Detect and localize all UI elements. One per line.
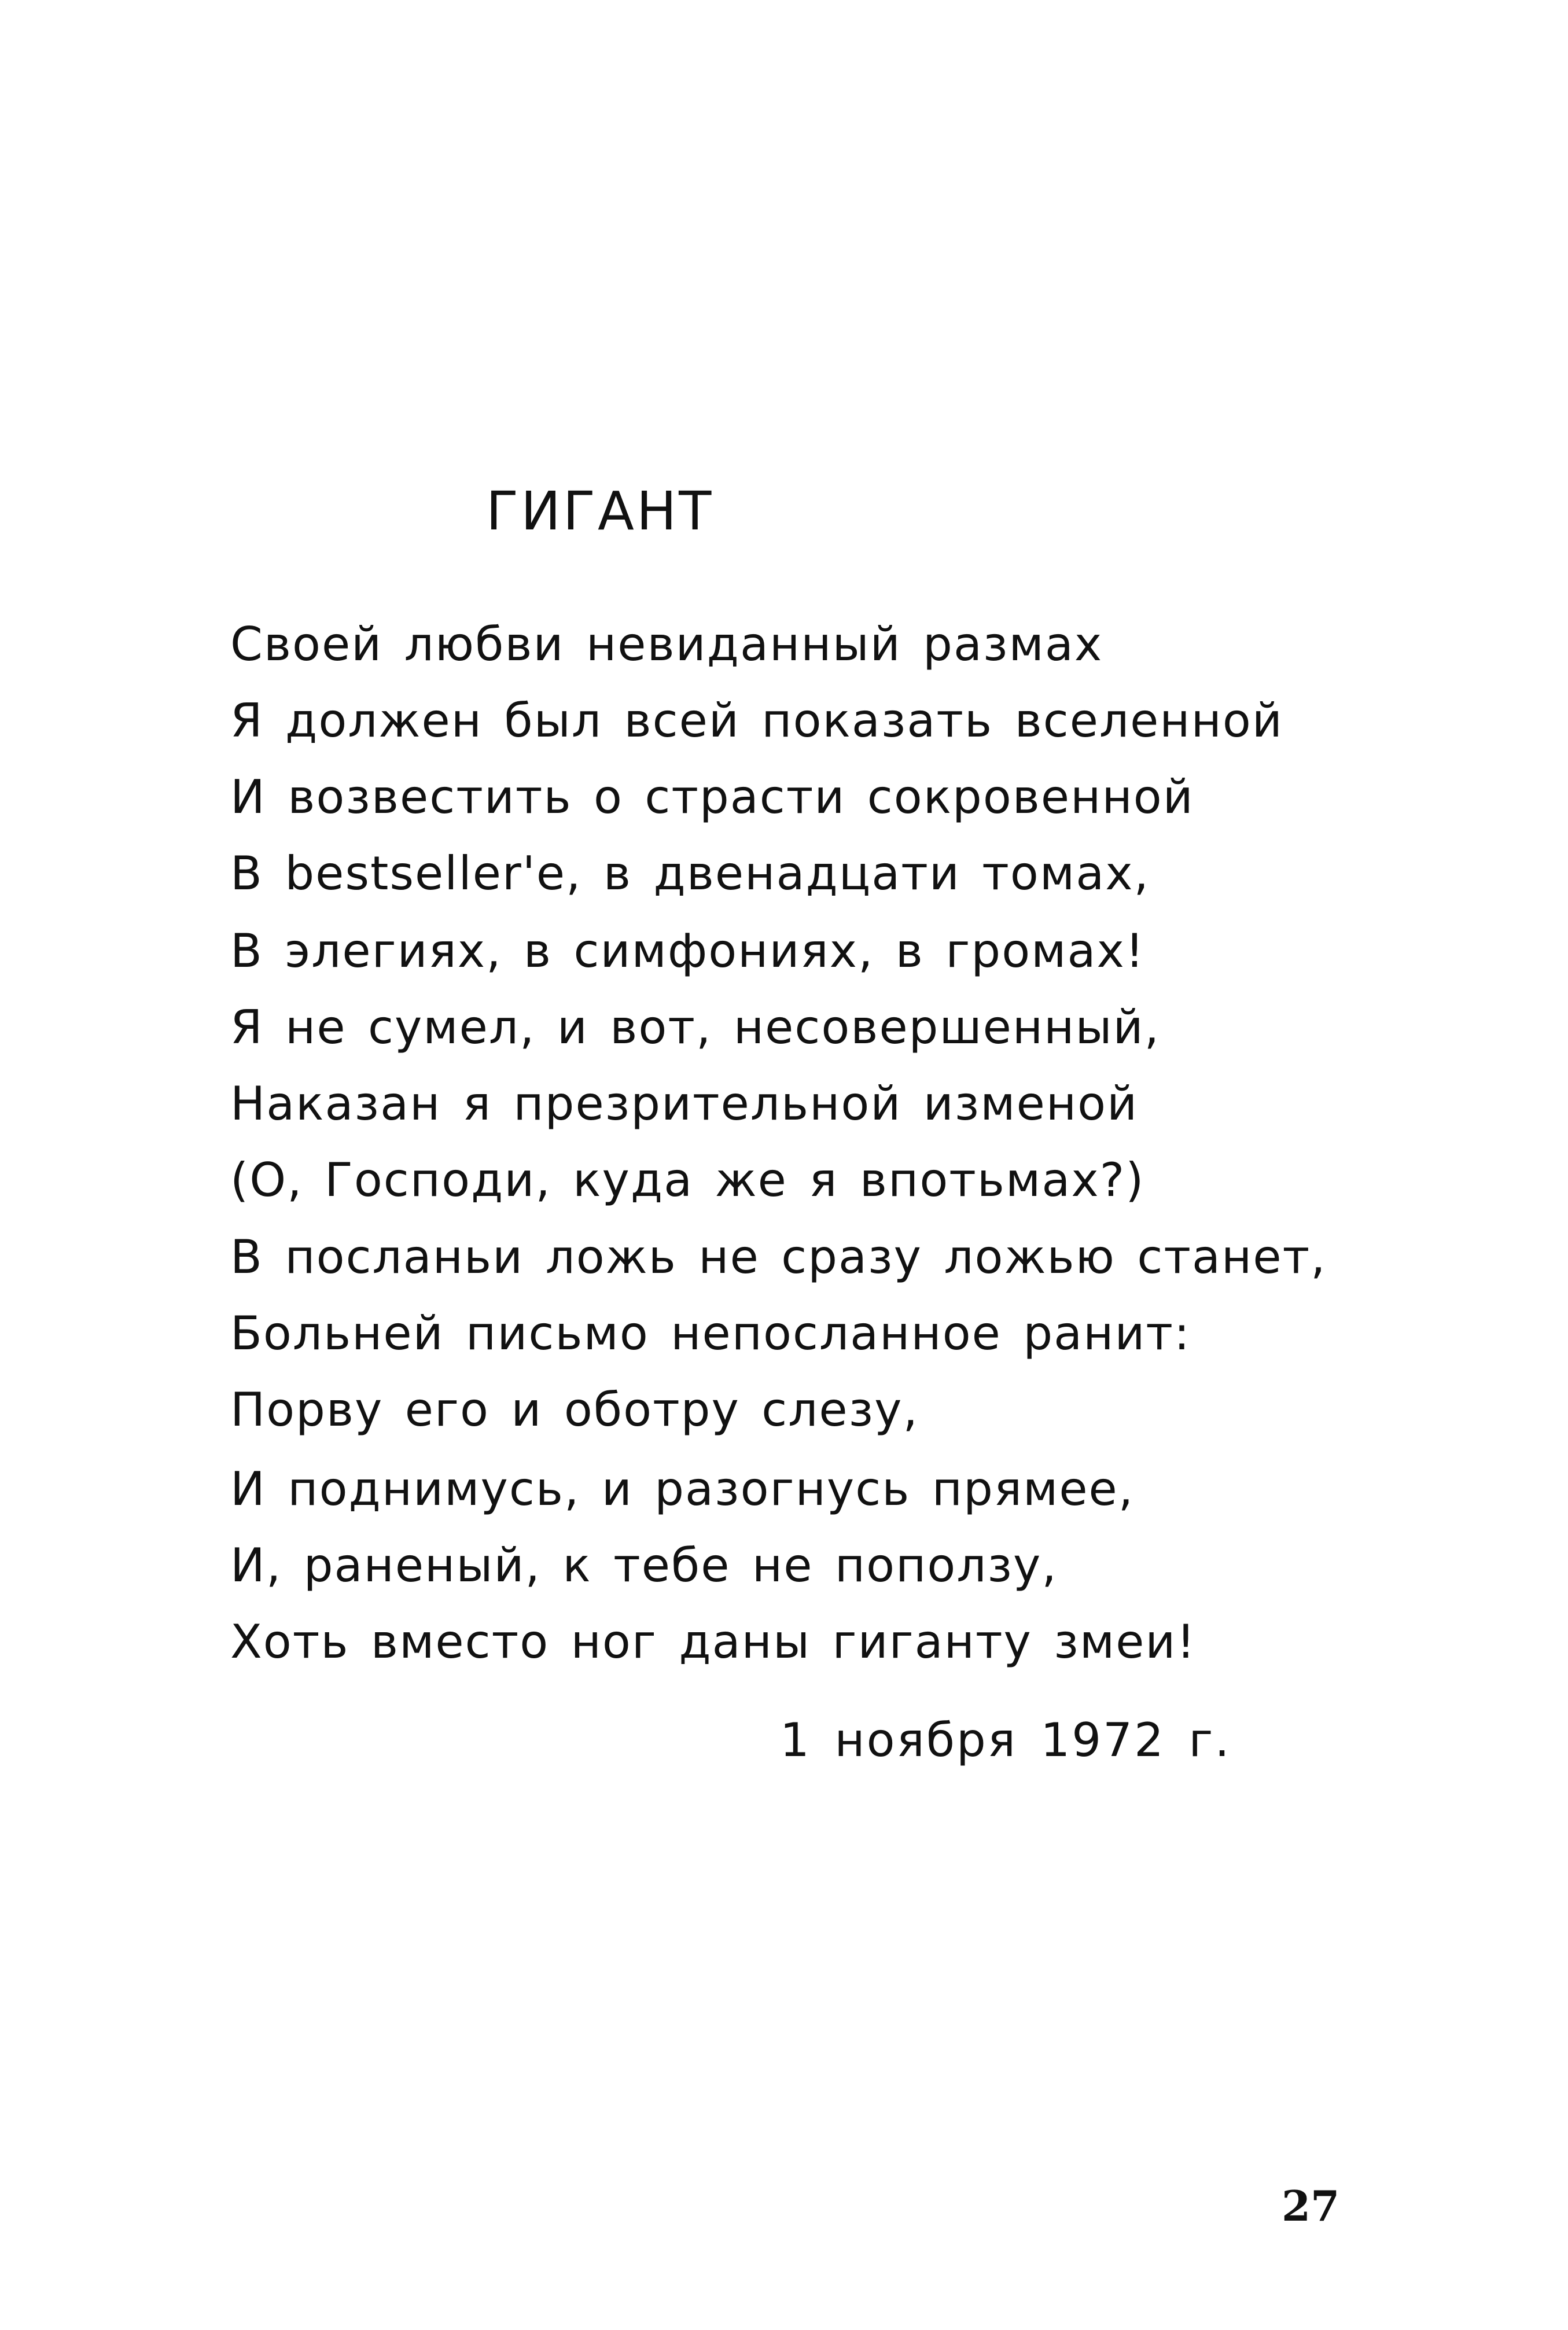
page-number: 27 — [1282, 2181, 1340, 2230]
poem-line: Хоть вместо ног даны гиганту змеи! — [230, 1615, 1197, 1669]
poem-line: И возвестить о страсти сокровенной — [230, 770, 1194, 824]
poem-line: И, раненый, к тебе не поползу, — [230, 1538, 1058, 1592]
stanza-2 — [230, 913, 1160, 1219]
poem-date: 1 ноября 1972 г. — [780, 1713, 1231, 1767]
poem-line: Наказан я презрительной изменой — [230, 1077, 1139, 1131]
stanza-3 — [230, 1219, 1327, 1448]
poem-title: ГИГАНТ — [486, 480, 714, 542]
poem-line: В посланьи ложь не сразу ложью станет, — [230, 1230, 1327, 1284]
poem-line: (О, Господи, куда же я впотьмах?) — [230, 1153, 1145, 1207]
stanza-1 — [230, 606, 1283, 912]
poem-line: И поднимусь, и разогнусь прямее, — [230, 1462, 1135, 1516]
poem-line: Я должен был всей показать вселенной — [230, 694, 1283, 748]
poem-line: Порву его и оботру слезу, — [230, 1383, 919, 1437]
poem-line: В элегиях, в симфониях, в громах! — [230, 924, 1145, 978]
stanza-4 — [230, 1451, 1196, 1680]
poem-line: Своей любви невиданный размах — [230, 617, 1103, 671]
poem-line: Больней письмо непосланное ранит: — [230, 1306, 1191, 1360]
poem-line: Я не сумел, и вот, несовершенный, — [230, 1000, 1161, 1054]
poem-line: В bestseller'е, в двенадцати томах, — [230, 846, 1150, 900]
